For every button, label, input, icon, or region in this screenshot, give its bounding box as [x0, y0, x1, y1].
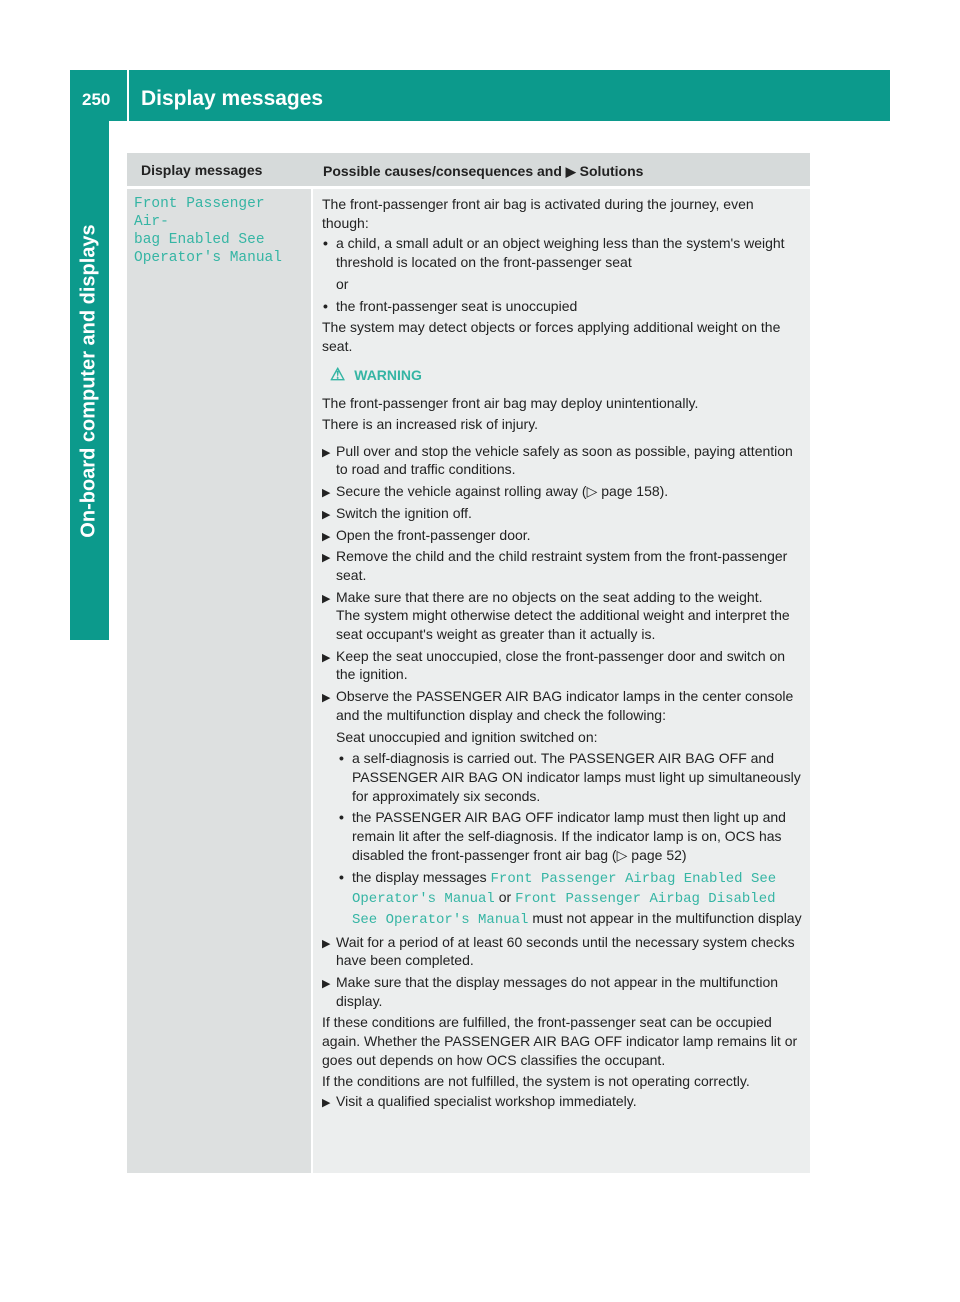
- action-arrow-icon: ▶: [322, 552, 331, 565]
- page-ref-icon: ▷: [616, 846, 628, 863]
- action-step: ▶ Remove the child and the child restraint system from the front-passenger seat.: [322, 548, 788, 583]
- check-item: • the display messages Front Passenger Airbag Enabled See Operator's Manual or Front Passenger Airbag Disabled See Operator's Manual must not appear in the multifunction display: [338, 868, 804, 930]
- cause-item: • the front-passenger seat is unoccupied: [322, 297, 804, 316]
- header-divider: [127, 70, 129, 121]
- display-messages-table: [127, 153, 810, 1173]
- display-message: Front Passenger Air‐ bag Enabled See Operator's Manual: [134, 196, 282, 266]
- action-arrow-icon: ▶: [322, 651, 331, 664]
- action-arrow-icon: ▶: [322, 508, 331, 521]
- action-step: ▶ Keep the seat unoccupied, close the front-passenger door and switch on the ignition.: [322, 647, 786, 683]
- action-step: ▶ Observe the PASSENGER AIR BAG indicator lamps in the center console and the multifunction display and check the following:: [322, 688, 794, 723]
- table-header: [127, 153, 810, 186]
- display-message-ref: Front Passenger Airbag Disabled See Operator's Manual: [352, 891, 776, 928]
- intro-text: The front-passenger front air bag is activated during the journey, even though:: [322, 196, 754, 231]
- warning-heading: ⚠ WARNING: [330, 364, 422, 384]
- action-step: ▶ Open the front-passenger door.: [322, 526, 804, 545]
- action-arrow-icon: ▶: [322, 937, 331, 950]
- col-header-solutions: Possible causes/consequences and ▶ Solutions: [323, 163, 644, 179]
- detect-text: The system may detect objects or forces applying additional weight on the seat.: [322, 319, 781, 354]
- side-tab-label: On-board computer and displays: [77, 224, 100, 538]
- warning-triangle-icon: ⚠: [330, 364, 346, 384]
- page-ref-icon: ▷: [586, 483, 598, 500]
- action-step: ▶ Switch the ignition off.: [322, 504, 804, 523]
- col-header-messages: Display messages: [141, 162, 263, 178]
- warning-text: The front-passenger front air bag may deploy unintentionally.: [322, 395, 699, 412]
- action-arrow-icon: ▶: [322, 592, 331, 605]
- action-arrow-icon: ▶: [322, 446, 331, 459]
- action-step: ▶ Wait for a period of at least 60 seconds until the necessary system checks have been completed.: [322, 933, 795, 969]
- action-arrow-icon: ▶: [322, 692, 331, 705]
- fulfilled-text: If these conditions are fulfilled, the front-passenger seat can be occupied again. Whether the PASSENGER AIR BAG OFF indicator lamp remains lit or goes out depends on how OCS classifies the occupant.: [322, 1014, 798, 1068]
- check-item: • the PASSENGER AIR BAG OFF indicator lamp must then light up and remain lit after the self-diagnosis. If the indicator lamp is on, OCS has disabled the front-passenger front air bag (▷ page 52): [338, 808, 804, 864]
- warning-text: There is an increased risk of injury.: [322, 416, 539, 433]
- step-note: The system might otherwise detect the additional weight and interpret the seat occupant's weight as greater than it actually is.: [336, 607, 790, 643]
- or-text: or: [336, 275, 349, 292]
- section-title: Display messages: [141, 87, 324, 110]
- action-arrow-icon: ▶: [322, 487, 331, 500]
- action-arrow-icon: ▶: [322, 978, 331, 991]
- cause-item: • a child, a small adult or an object weighing less than the system's weight threshold is located on the front-passenger seat: [322, 234, 804, 271]
- action-step: ▶ Make sure that the display messages do not appear in the multifunction display.: [322, 974, 779, 1009]
- action-step: ▶ Pull over and stop the vehicle safely as soon as possible, paying attention to road and traffic conditions.: [322, 442, 793, 478]
- action-arrow-icon: ▶: [322, 530, 331, 543]
- side-tab-marker: [70, 583, 109, 640]
- check-item: • a self-diagnosis is carried out. The PASSENGER AIR BAG OFF and PASSENGER AIR BAG ON indicator lamps must light up simultaneously for approximately six seconds.: [338, 749, 804, 805]
- solutions-content: [322, 195, 804, 1114]
- action-step: ▶ Visit a qualified specialist workshop immediately.: [322, 1092, 804, 1111]
- action-arrow-icon: ▶: [322, 1097, 331, 1110]
- not-fulfilled-text: If the conditions are not fulfilled, the system is not operating correctly.: [322, 1072, 750, 1089]
- solutions-cell: [313, 189, 810, 1173]
- seat-unoccupied-text: Seat unoccupied and ignition switched on:: [336, 728, 598, 745]
- display-message-ref: Front Passenger Airbag Enabled See Operator's Manual: [352, 870, 777, 908]
- page-number: 250: [82, 90, 111, 109]
- action-step: ▶ Secure the vehicle against rolling away (▷ page 158).: [322, 482, 804, 501]
- arrow-right-icon: ▶: [565, 164, 576, 179]
- action-step: ▶ Make sure that there are no objects on the seat adding to the weight. The system might otherwise detect the additional weight and interpret the seat occupant's weight as greater than it actually is.: [322, 588, 790, 643]
- message-cell: [127, 189, 311, 1173]
